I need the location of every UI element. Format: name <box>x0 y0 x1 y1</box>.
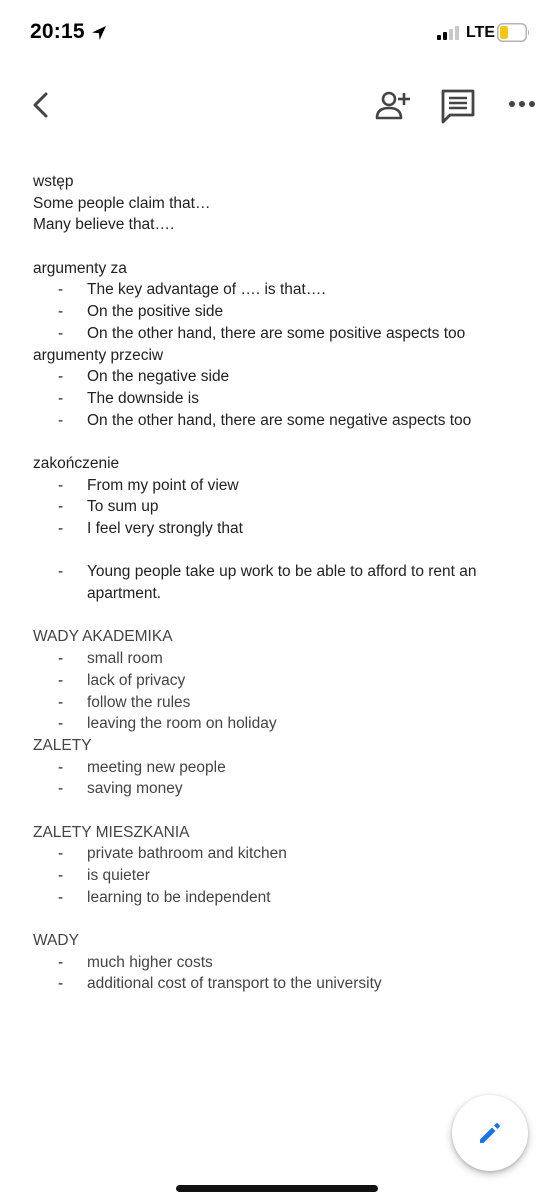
comment-icon[interactable] <box>440 88 476 126</box>
status-time: 20:15 <box>30 20 85 43</box>
list-dash: - <box>58 867 64 885</box>
list-dash: - <box>58 281 64 299</box>
list-dash: - <box>58 303 64 321</box>
list-item <box>33 778 533 800</box>
list-dash: - <box>58 650 64 668</box>
home-indicator[interactable] <box>176 1185 378 1192</box>
list-dash: - <box>58 693 64 711</box>
list-item <box>33 713 533 735</box>
list-item-text: private bathroom and kitchen <box>87 845 287 863</box>
edit-fab-button[interactable] <box>452 1095 528 1171</box>
list-item <box>33 496 533 518</box>
more-horizontal-icon[interactable] <box>505 94 539 114</box>
list-item-text: follow the rules <box>87 693 191 711</box>
list-dash: - <box>58 671 64 689</box>
section-heading-dorm-pros: ZALETY <box>33 736 92 754</box>
section-heading-conclusion: zakończenie <box>33 454 120 472</box>
section-heading-intro: wstęp <box>33 173 74 190</box>
section-heading-flat-pros: ZALETY MIESZKANIA <box>33 823 190 841</box>
share-person-add-icon[interactable] <box>374 88 412 124</box>
list-item-text: From my point of view <box>87 476 239 494</box>
list-item <box>33 952 533 974</box>
section-heading-flat-cons: WADY <box>33 932 79 950</box>
list-item <box>33 692 533 714</box>
intro-line: Many believe that…. <box>33 216 175 234</box>
list-item <box>33 865 533 887</box>
network-type: LTE <box>466 24 496 41</box>
list-dash: - <box>58 324 64 342</box>
list-item-text: saving money <box>87 780 183 798</box>
list-item-text: meeting new people <box>87 758 226 776</box>
signal-strength-icon <box>437 26 461 40</box>
location-arrow-icon <box>90 24 108 42</box>
back-button[interactable] <box>24 88 58 122</box>
list-dash: - <box>58 411 64 429</box>
list-dash: - <box>58 715 64 733</box>
list-item-text: is quieter <box>87 867 150 885</box>
list-dash: - <box>58 888 64 906</box>
doc-toolbar <box>0 66 554 146</box>
list-item <box>33 388 533 410</box>
list-item-text: leaving the room on holiday <box>87 715 277 733</box>
chevron-left-icon <box>31 92 51 118</box>
list-item-text: learning to be independent <box>87 888 271 906</box>
list-item-text: I feel very strongly that <box>87 520 243 537</box>
list-dash: - <box>58 389 64 407</box>
list-dash: - <box>58 498 64 516</box>
list-item-text: To sum up <box>87 498 159 516</box>
list-item <box>33 670 533 692</box>
document-body[interactable] <box>33 171 533 995</box>
list-item-text: lack of privacy <box>87 671 186 689</box>
list-dash: - <box>58 476 64 494</box>
list-item-text: Young people take up work to be able to afford to rent an apartment. <box>87 563 477 603</box>
list-item <box>33 301 533 323</box>
list-item-text: On the positive side <box>87 303 224 321</box>
list-item <box>33 561 533 604</box>
list-dash: - <box>58 953 64 971</box>
list-item <box>33 843 533 865</box>
section-heading-dorm-cons: WADY AKADEMIKA <box>33 628 173 646</box>
list-item <box>33 279 533 301</box>
list-item-text: On the other hand, there are some negative aspects too <box>87 411 472 429</box>
list-dash: - <box>58 780 64 798</box>
list-dash: - <box>58 368 64 386</box>
list-item <box>33 973 533 995</box>
list-item-text: small room <box>87 650 163 668</box>
list-item-text: The downside is <box>87 389 200 407</box>
list-dash: - <box>58 520 64 537</box>
section-heading-args-for: argumenty za <box>33 259 127 277</box>
section-heading-args-against: argumenty przeciw <box>33 346 164 364</box>
list-item <box>33 757 533 779</box>
list-item-text: On the negative side <box>87 368 230 386</box>
list-item-text: much higher costs <box>87 953 213 971</box>
pencil-icon <box>476 1119 504 1147</box>
list-dash: - <box>58 975 64 993</box>
status-bar <box>0 0 554 66</box>
list-item-text: The key advantage of …. is that…. <box>87 281 326 299</box>
intro-line: Some people claim that… <box>33 194 211 212</box>
list-item <box>33 648 533 670</box>
list-item <box>33 887 533 909</box>
list-item <box>33 410 533 432</box>
list-item <box>33 323 533 345</box>
list-item <box>33 366 533 388</box>
list-item <box>33 475 533 497</box>
list-item <box>33 518 533 540</box>
list-dash: - <box>58 563 64 581</box>
list-dash: - <box>58 758 64 776</box>
list-item-text: additional cost of transport to the university <box>87 975 382 993</box>
list-dash: - <box>58 845 64 863</box>
battery-icon <box>497 23 531 42</box>
list-item-text: On the other hand, there are some positive aspects too <box>87 324 466 342</box>
